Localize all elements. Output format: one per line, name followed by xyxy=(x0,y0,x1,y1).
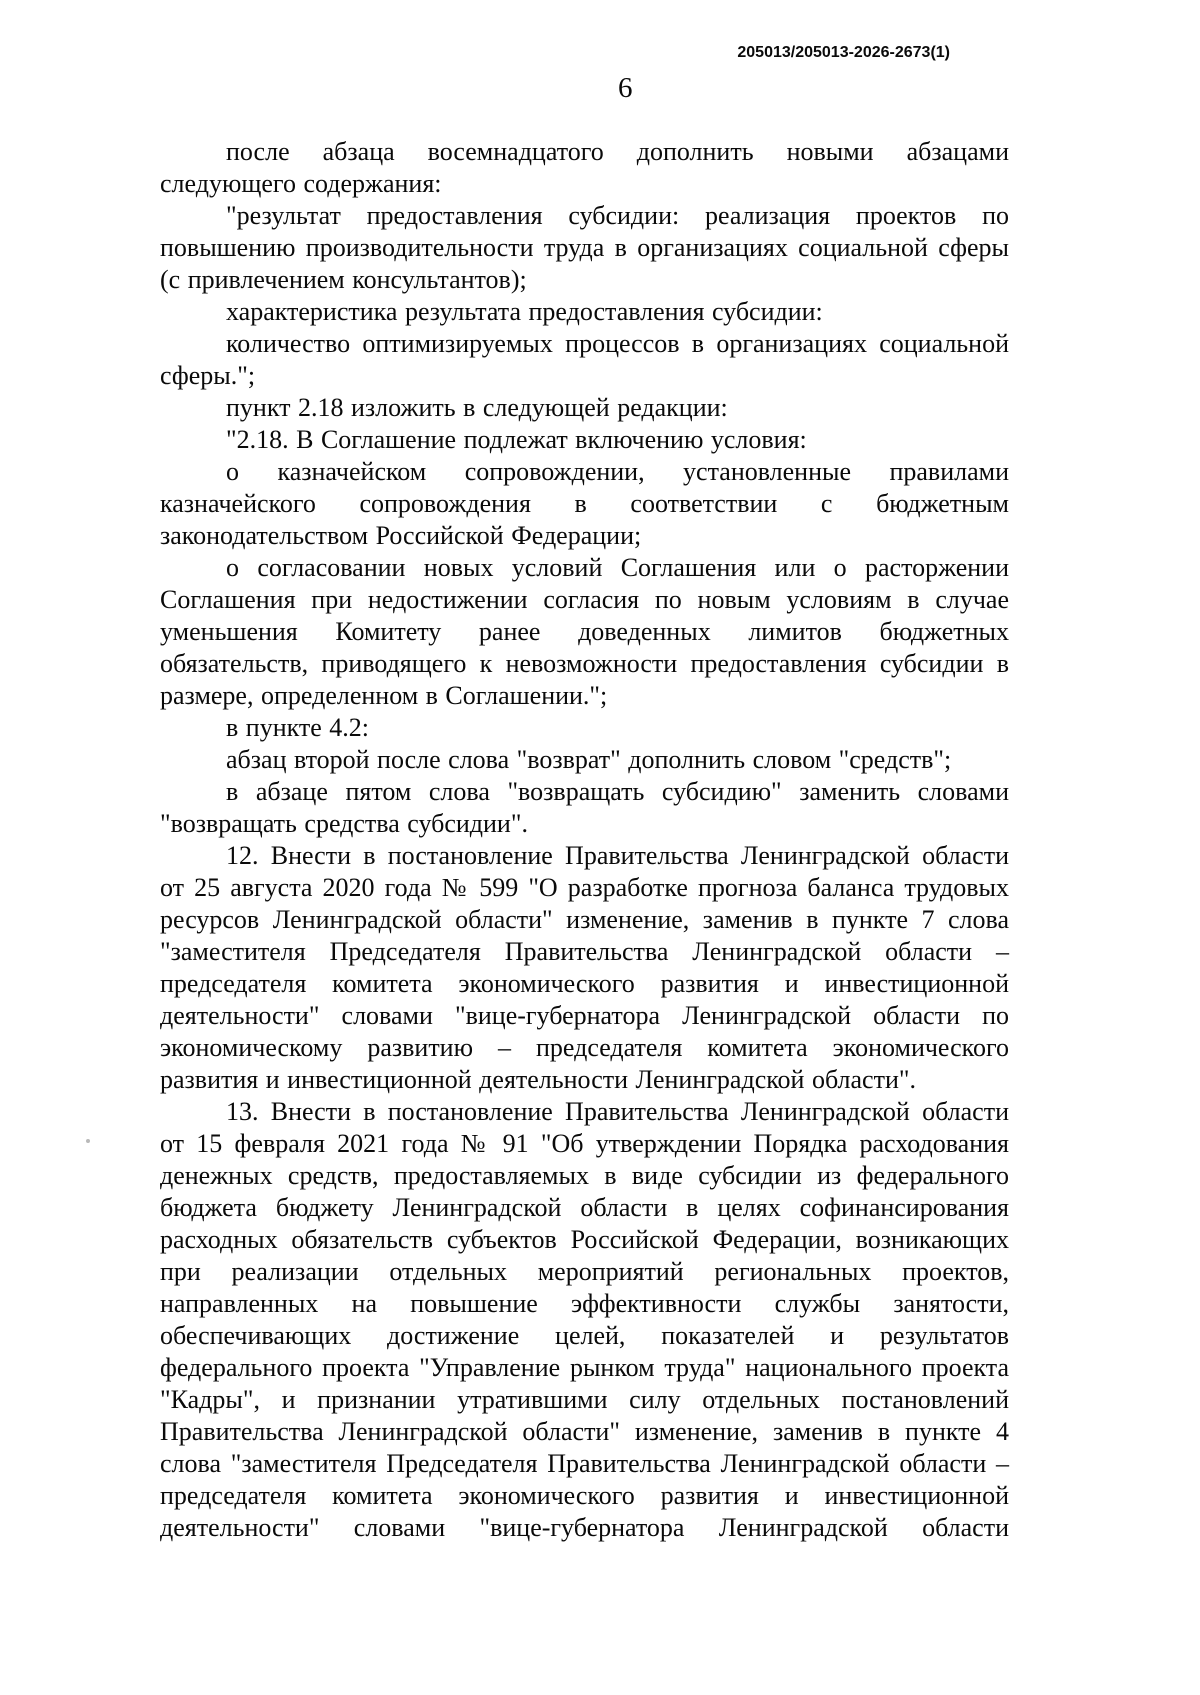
body-paragraph: абзац второй после слова "возврат" дополнить словом "средств"; xyxy=(226,745,952,774)
body-paragraph: количество оптимизируемых процессов в организациях социальной сферы."; xyxy=(160,329,1009,390)
body-paragraph: пункт 2.18 изложить в следующей редакции: xyxy=(226,393,728,422)
body-paragraph: "2.18. В Соглашение подлежат включению условия: xyxy=(226,425,807,454)
page-number: 6 xyxy=(618,72,633,104)
body-paragraph: в пункте 4.2: xyxy=(226,713,370,742)
body-paragraph: о согласовании новых условий Соглашения или о расторжении Соглашения при недостижении согласия по новым условиям в случае уменьшения Комитету ранее доведенных лимитов бюджетных обязательств, приводящего к невозможности предоставления субсидии в размере, определенном в Соглашении."; xyxy=(160,553,1009,710)
document-reference-number: 205013/205013-2026-2673(1) xyxy=(737,44,950,61)
body-paragraph: после абзаца восемнадцатого дополнить новыми абзацами следующего содержания: xyxy=(160,137,1009,198)
body-paragraph: в абзаце пятом слова "возвращать субсидию" заменить словами "возвращать средства субсидии". xyxy=(160,777,1009,838)
body-paragraph: 13. Внести в постановление Правительства Ленинградской области от 15 февраля 2021 года № 91 "Об утверждении Порядка расходования денежных средств, предоставляемых в виде субсидии из федерального бюджета бюджету Ленинградской области в целях софинансирования расходных обязательств субъектов Российской Федерации, возникающих при реализации отдельных мероприятий региональных проектов, направленных на повышение эффективности службы занятости, обеспечивающих достижение целей, показателей и результатов федерального проекта "Управление рынком труда" национального проекта "Кадры", и признании утратившими силу отдельных постановлений Правительства Ленинградской области" изменение, заменив в пункте 4 слова "заместителя Председателя Правительства Ленинградской области – председателя комитета экономического развития и инвестиционной деятельности" словами "вице-губернатора Ленинградской области xyxy=(160,1097,1009,1542)
body-paragraph: характеристика результата предоставления субсидии: xyxy=(226,297,823,326)
body-paragraph: 12. Внести в постановление Правительства Ленинградской области от 25 августа 2020 года № 599 "О разработке прогноза баланса трудовых ресурсов Ленинградской области" изменение, заменив в пункте 7 слова "заместителя Председателя Правительства Ленинградской области – председателя комитета экономического развития и инвестиционной деятельности" словами "вице-губернатора Ленинградской области по экономическому развитию – председателя комитета экономического развития и инвестиционной деятельности Ленинградской области". xyxy=(160,841,1009,1094)
document-body xyxy=(160,136,1009,1544)
body-paragraph: "результат предоставления субсидии: реализация проектов по повышению производительности труда в организациях социальной сферы (с привлечением консультантов); xyxy=(160,201,1009,294)
body-paragraph: о казначейском сопровождении, установленные правилами казначейского сопровождения в соответствии с бюджетным законодательством Российской Федерации; xyxy=(160,457,1009,550)
scan-artifact-dot xyxy=(86,1139,90,1143)
